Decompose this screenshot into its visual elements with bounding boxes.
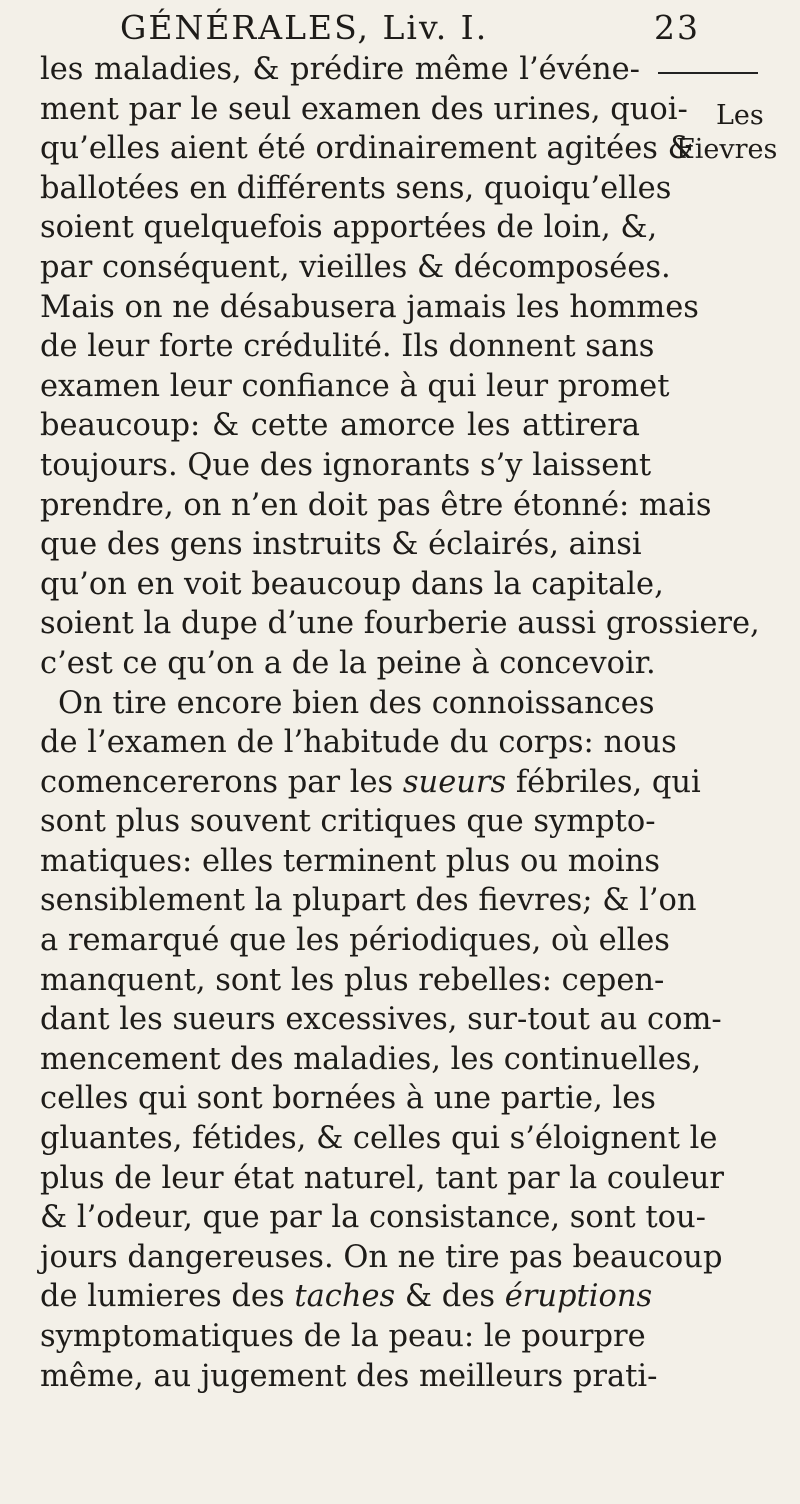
text-run: & [404, 1279, 433, 1315]
text-line: beaucoup: & cette amorce les attirera [40, 408, 640, 444]
text-line: par conséquent, vieilles & décomposées. [40, 249, 671, 285]
text-line: c’est ce qu’on a de la peine à concevoir. [40, 645, 656, 681]
text-line: qu’on en voit beaucoup dans la capitale, [40, 566, 664, 602]
text-line: dant les sueurs excessives, sur-tout au com- [40, 1002, 722, 1038]
text-line: plus de leur état naturel, tant par la couleur [40, 1160, 724, 1196]
text-line: ment par le seul examen des urines, quoi- [40, 91, 688, 127]
running-header [120, 8, 700, 47]
italic-term: éruptions [504, 1279, 653, 1315]
text-line: que des gens instruits & éclairés, ainsi [40, 527, 642, 563]
italic-term: taches [294, 1279, 396, 1315]
text-line: les maladies, & prédire même l’événe- [40, 52, 640, 87]
text-line: On tire encore bien des connoissances [58, 685, 655, 721]
text-line: gluantes, fétides, & celles qui s’éloignent le [40, 1121, 718, 1157]
text-run: comencererons par les [40, 764, 394, 800]
page-number: 23 [654, 8, 700, 47]
text-line: toujours. Que des ignorants s’y laissent [40, 447, 652, 483]
text-line-mixed [40, 1277, 653, 1317]
text-line-mixed [40, 763, 701, 803]
text-run: de lumieres des [40, 1279, 285, 1315]
text-line: Mais on ne désabusera jamais les hommes [40, 289, 699, 325]
running-title: GÉNÉRALES, Liv. I. [120, 8, 489, 47]
text-line: matiques: elles terminent plus ou moins [40, 843, 661, 879]
text-line: qu’elles aient été ordinairement agitées & [40, 131, 695, 167]
margin-note-line2: Fievres [676, 134, 778, 165]
text-line: celles qui sont bornées à une partie, les [40, 1081, 656, 1117]
margin-rule [658, 72, 758, 74]
text-line: jours dangereuses. On ne tire pas beaucoup [40, 1239, 723, 1275]
text-run: des [441, 1279, 495, 1315]
text-line: prendre, on n’en doit pas être étonné: mais [40, 487, 712, 523]
text-line: soient la dupe d’une fourberie aussi grossiere, [40, 606, 760, 642]
text-line: de l’examen de l’habitude du corps: nous [40, 725, 677, 761]
text-line: de leur forte crédulité. Ils donnent sans [40, 329, 655, 365]
text-line: mencement des maladies, les continuelles, [40, 1041, 702, 1077]
text-line: symptomatiques de la peau: le pourpre [40, 1319, 646, 1354]
text-line: soient quelquefois apportées de loin, &, [40, 210, 658, 246]
text-run: fébriles, qui [515, 764, 701, 800]
margin-note-line1: Les [716, 100, 764, 131]
text-line: manquent, sont les plus rebelles: cepen- [40, 962, 665, 998]
text-line: même, au jugement des meilleurs prati- [40, 1358, 658, 1394]
text-line: sont plus souvent critiques que sympto- [40, 804, 656, 840]
text-line: examen leur confiance à qui leur promet [40, 368, 670, 404]
body-text [40, 50, 760, 1396]
text-line: sensiblement la plupart des fievres; & l’on [40, 883, 697, 919]
text-line: & l’odeur, que par la consistance, sont tou- [40, 1200, 706, 1236]
text-line: ballotées en différents sens, quoiqu’elles [40, 170, 672, 206]
italic-term: sueurs [402, 764, 507, 800]
text-line: a remarqué que les périodiques, où elles [40, 923, 670, 959]
